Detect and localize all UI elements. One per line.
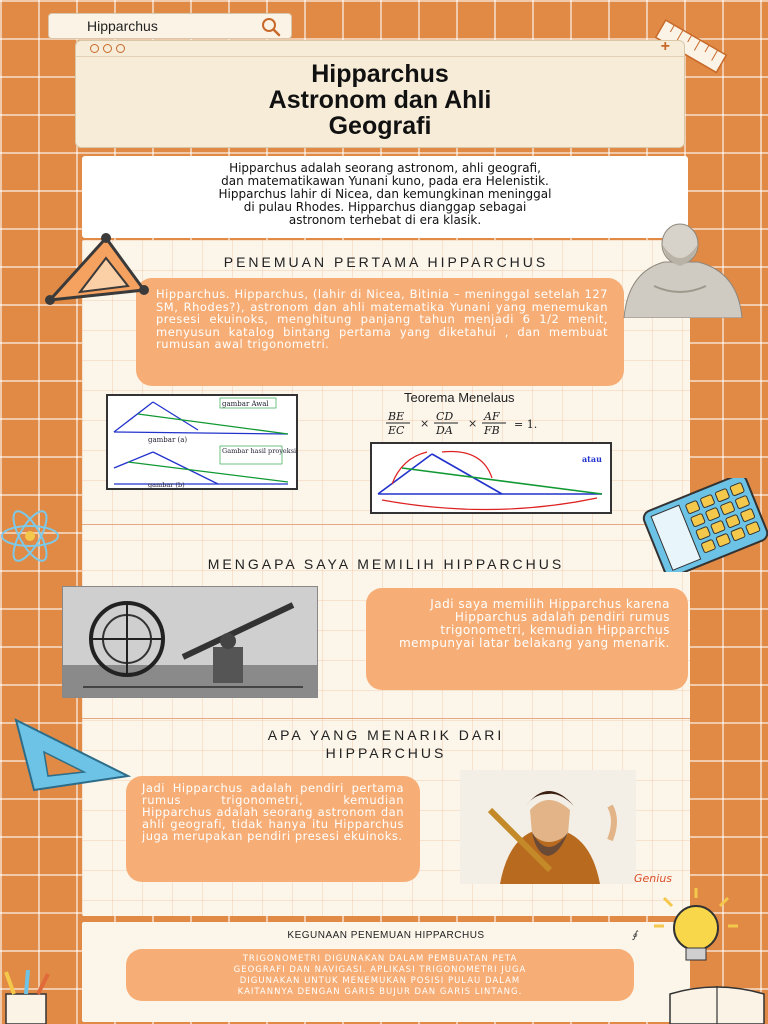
- kegunaan-panel: [82, 922, 690, 1022]
- svg-text:DA: DA: [436, 424, 453, 437]
- svg-text:CD: CD: [436, 410, 454, 423]
- content-panel: [82, 240, 690, 916]
- window-dot-icon: [90, 44, 99, 53]
- light-bulb-icon: [624, 868, 768, 968]
- section-divider: [82, 718, 690, 719]
- intro-text: Hipparchus adalah seorang astronom, ahli geografi, dan matematikawan Yunani kuno, pada era Helenistik. Hipparchus lahir di Nicea, dan kemungkinan meninggal di pulau Rhodes. Hipparchus dianggap sebagai astronom terhebat di era klasik.: [82, 156, 688, 238]
- set-square-icon: [10, 714, 134, 794]
- kegunaan-text-box: TRIGONOMETRI DIGUNAKAN DALAM PEMBUATAN PETA GEOGRAFI DAN NAVIGASI. APLIKASI TRIGONOMETRI JUGA DIGUNAKAN UNTUK MENEMUKAN POSISI PULAU DALAM KAITANNYA DENGAN GARIS BUJUR DAN GARIS LINTANG.: [126, 949, 634, 1001]
- diagram-label-a: gambar (a): [148, 436, 188, 444]
- svg-text:∮: ∮: [632, 930, 638, 941]
- window-dot-icon: [103, 44, 112, 53]
- menelaus-formula: [384, 408, 604, 438]
- astrolabe-image: [63, 587, 318, 698]
- section-divider: [82, 524, 690, 525]
- teorema-label: Teorema Menelaus: [404, 390, 515, 405]
- calculator-icon: [636, 478, 768, 572]
- svg-text:EC: EC: [388, 424, 405, 437]
- penemuan-text-box: Hipparchus. Hipparchus, (lahir di Nicea, Bitinia – meninggal setelah 127 SM, Rhodes?), astronom dan ahli matematika Yunani yang menemukan presesi ekuinoks, menghitung panjang tahun menjadi 6 1/2 menit, menyusun katalog bintang pertama yang diketahui , dan membuat rumusan awal trigonometri.: [136, 278, 624, 386]
- portrait-image: [460, 770, 636, 884]
- mengapa-text-box: Jadi saya memilih Hipparchus karena Hipparchus adalah pendiri rumus trigonometri, kemudian Hipparchus mempunyai latar belakang yang menarik.: [366, 588, 688, 690]
- search-bar[interactable]: [48, 13, 292, 39]
- page-title: Hipparchus Astronom dan Ahli Geografi: [268, 60, 492, 140]
- triangle-ruler-icon: [40, 230, 152, 310]
- diagram-label-proj: Gambar hasil proyeksi: [222, 447, 296, 455]
- diagram-gambar: [106, 394, 298, 490]
- greek-statue-bust-image: [614, 222, 748, 318]
- svg-text:BE: BE: [388, 410, 405, 423]
- hipparchus-portrait-image: [460, 770, 636, 884]
- diagram-label-top: gambar Awal: [222, 400, 269, 408]
- triangle-diagram-icon: [108, 396, 296, 488]
- search-icon[interactable]: [261, 17, 281, 37]
- window-dot-icon: [116, 44, 125, 53]
- genius-sticker-text: Genius: [634, 872, 673, 885]
- title-window: [75, 40, 685, 148]
- section-heading-menarik: APA YANG MENARIK DARI HIPPARCHUS: [267, 727, 505, 761]
- svg-text:×: ×: [468, 417, 478, 430]
- svg-text:AF: AF: [484, 410, 500, 423]
- menelaus-triangle-icon: [372, 444, 610, 512]
- svg-text:FB: FB: [484, 424, 500, 437]
- open-book-icon: [666, 974, 768, 1024]
- section-heading-mengapa: MENGAPA SAYA MEMILIH HIPPARCHUS: [207, 556, 565, 572]
- atom-icon: [0, 500, 72, 572]
- plus-icon: +: [660, 38, 670, 55]
- diagram-label-b: gambar (b): [148, 481, 185, 488]
- section-heading-penemuan: PENEMUAN PERTAMA HIPPARCHUS: [223, 254, 549, 270]
- pencil-cup-icon: [0, 970, 70, 1024]
- section-heading-kegunaan: KEGUNAAN PENEMUAN HIPPARCHUS: [287, 930, 485, 941]
- window-bar: [76, 38, 684, 57]
- svg-text:×: ×: [420, 417, 430, 430]
- svg-text:= 1.: = 1.: [514, 418, 538, 431]
- menarik-text-box: Jadi Hipparchus adalah pendiri pertama rumus trigonometri, kemudian Hipparchus adalah seorang astronom dan ahli geografi, tidak hanya itu Hipparchus juga merupakan pendiri presesi ekuinoks.: [126, 776, 420, 882]
- astrolabe-engraving-image: [62, 586, 318, 698]
- diagram-menelaus: [370, 442, 612, 514]
- search-input-value: Hipparchus: [87, 18, 158, 34]
- diagram-atau-label: atau: [582, 454, 602, 464]
